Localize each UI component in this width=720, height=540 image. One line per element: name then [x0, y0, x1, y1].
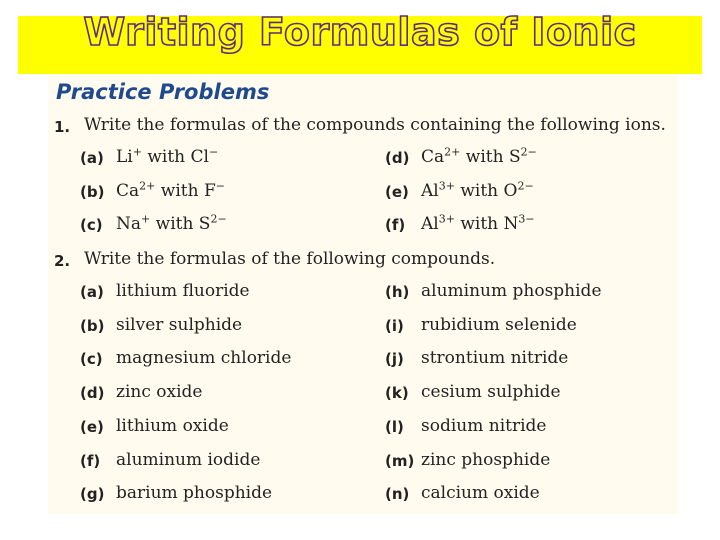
slide-title: Writing Formulas of Ionic: [83, 10, 637, 54]
item-letter: (m): [385, 451, 415, 470]
practice-problems-panel: [48, 74, 678, 514]
item-letter: (c): [80, 350, 103, 369]
item-text: Na+ with $S^{2-}$: [116, 212, 227, 235]
item-text: $Ca^{2+}$ with $S^{2-}$: [421, 145, 537, 167]
item-text: Li+ with Cl−: [116, 145, 219, 167]
item-text: barium phosphide: [116, 483, 273, 504]
item-text: magnesium chloride: [116, 348, 292, 369]
item-letter: (i): [385, 316, 404, 335]
question-2-prompt: Write the formulas of the following compounds.: [84, 249, 496, 269]
item-text: rubidium selenide: [421, 314, 577, 335]
item-letter: (e): [80, 417, 104, 436]
item-letter: (b): [80, 182, 105, 201]
panel-heading: Practice Problems: [56, 80, 270, 104]
item-text: lithium oxide: [116, 415, 229, 436]
item-text: aluminum iodide: [116, 449, 261, 470]
question-1-number: 1.: [54, 118, 71, 136]
item-letter: (n): [385, 485, 410, 504]
item-letter: (d): [385, 149, 410, 167]
item-text: aluminum phosphide: [421, 281, 602, 301]
item-text: zinc oxide: [116, 382, 203, 403]
item-letter: (l): [385, 417, 404, 436]
item-text: calcium oxide: [421, 483, 540, 504]
item-letter: (e): [385, 182, 409, 201]
item-letter: (h): [385, 283, 410, 301]
item-letter: (g): [80, 485, 105, 504]
question-1-prompt: Write the formulas of the compounds containing the following ions.: [84, 115, 666, 135]
item-letter: (j): [385, 350, 404, 369]
item-letter: (b): [80, 316, 105, 335]
item-letter: (f): [385, 216, 406, 235]
item-text: $Al^{3+}$ with $N^{3-}$: [421, 212, 535, 235]
item-letter: (c): [80, 216, 103, 235]
item-text: $Ca^{2+}$ with F−: [116, 179, 225, 201]
question-2-number: 2.: [54, 252, 71, 270]
item-letter: (k): [385, 384, 409, 403]
item-letter: (d): [80, 384, 105, 403]
item-text: sodium nitride: [421, 415, 547, 436]
item-text: cesium sulphide: [421, 382, 561, 403]
item-text: $Al^{3+}$ with $O^{2-}$: [421, 179, 534, 201]
item-letter: (f): [80, 451, 101, 470]
item-text: strontium nitride: [421, 348, 569, 369]
item-text: silver sulphide: [116, 314, 243, 335]
item-text: lithium fluoride: [116, 281, 250, 301]
item-letter: (a): [80, 283, 104, 301]
item-letter: (a): [80, 149, 104, 167]
item-text: zinc phosphide: [421, 449, 551, 470]
